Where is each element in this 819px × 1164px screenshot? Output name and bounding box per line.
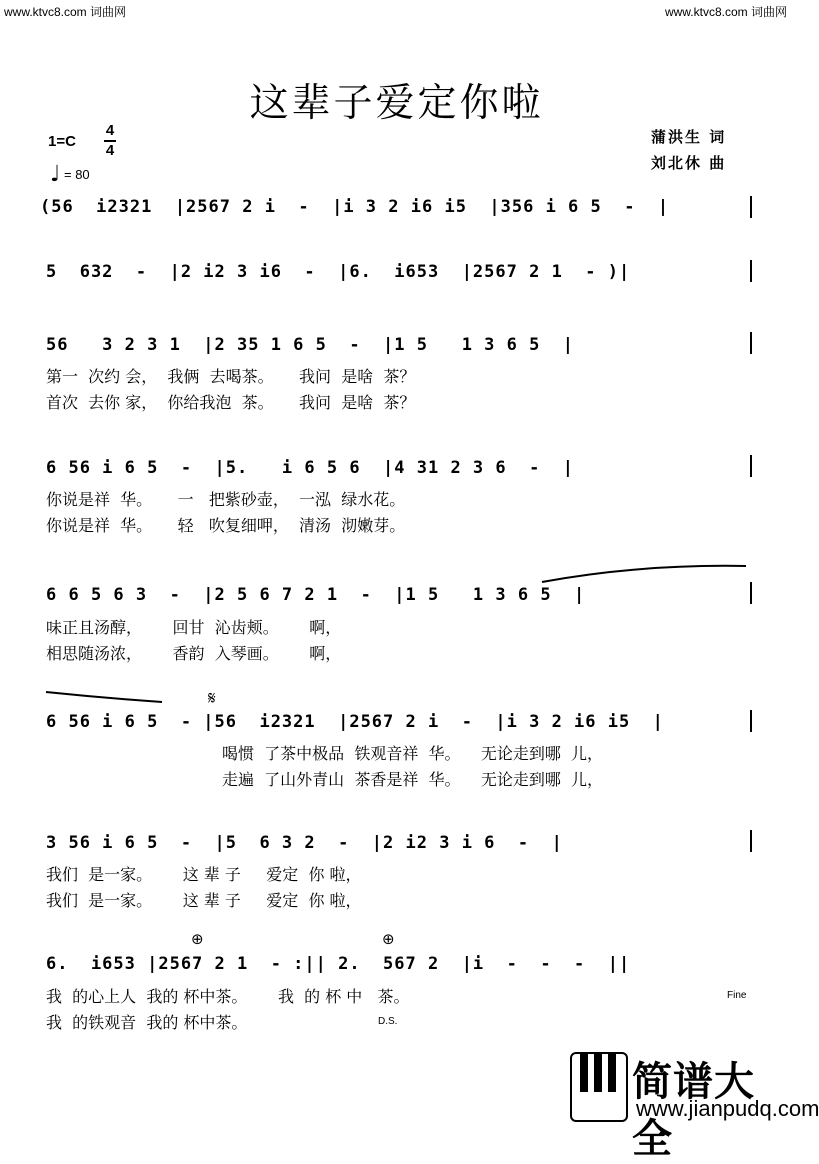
header-left[interactable]: www.ktvc8.com 词曲网 — [4, 5, 127, 19]
notation-row-1: (56 i2321 |2567 2 i - |i 3 2 i6 i5 |356 i 6 5 - | — [40, 197, 670, 217]
score-title: 这辈子爱定你啦 — [249, 81, 544, 126]
time-denominator: 4 — [105, 142, 115, 159]
notation-row-8: 6. i653 |2567 2 1 - :|| 2. 567 2 |i - - - || — [46, 954, 631, 974]
lyric-row-5-verse-2: 相思随汤浓， 香韵 入琴画。 啊， — [46, 644, 342, 663]
brand-name: 简谱大全 — [632, 1059, 755, 1162]
key-signature: 1=C — [48, 133, 76, 150]
notation-row-7: 3 56 i 6 5 - |5 6 3 2 - |2 i2 3 i 6 - | — [46, 833, 563, 853]
time-numerator: 4 — [105, 122, 115, 139]
phrase-slur — [44, 688, 164, 704]
lyric-row-4-verse-2: 你说是祥 华。 轻 吹复细呷， 清汤 沏嫩芽。 — [46, 516, 406, 535]
composer-credit: 刘北休 曲 — [651, 154, 727, 172]
barline — [750, 196, 752, 218]
lyricist-credit: 蒲洪生 词 — [651, 128, 727, 146]
brand-url[interactable]: www.jianpudq.com — [636, 1096, 819, 1121]
tempo-marking: = 80 — [64, 167, 90, 182]
notation-row-6: 6 56 i 6 5 - |56 i2321 |2567 2 i - |i 3 2 i6 i5 | — [46, 712, 664, 732]
notation-row-4: 6 56 i 6 5 - |5. i 6 5 6 |4 31 2 3 6 - | — [46, 458, 575, 478]
lyric-row-6-verse-1: 喝惯 了茶中极品 铁观音祥 华。 无论走到哪 儿， — [222, 744, 604, 763]
lyric-row-5-verse-1: 味正且汤醇， 回甘 沁齿颊。 啊， — [46, 618, 342, 637]
coda-icon: ⊕ — [382, 930, 395, 948]
header-right[interactable]: www.ktvc8.com 词曲网 — [664, 5, 787, 19]
lyric-row-4-verse-1: 你说是祥 华。 一 把紫砂壶， 一泓 绿水花。 — [46, 490, 406, 509]
coda-icon: ⊕ — [191, 930, 204, 948]
notation-row-2: 5 632 - |2 i2 3 i6 - |6. i653 |2567 2 1 - )| — [46, 262, 631, 282]
barline — [750, 455, 752, 477]
notation-row-5: 6 6 5 6 3 - |2 5 6 7 2 1 - |1 5 1 3 6 5 | — [46, 585, 586, 605]
quarter-note-icon: ♩ — [50, 162, 61, 187]
lyric-row-7-verse-1: 我们 是一家。 这 辈 子 爱定 你 啦， — [46, 865, 362, 884]
lyric-row-7-verse-2: 我们 是一家。 这 辈 子 爱定 你 啦， — [46, 891, 362, 910]
piano-keys-icon — [570, 1052, 628, 1122]
barline — [750, 710, 752, 732]
barline — [750, 582, 752, 604]
lyric-row-8-verse-2: 我 的铁观音 我的 杯中茶。 — [46, 1013, 248, 1032]
phrase-slur — [540, 562, 750, 584]
barline — [750, 260, 752, 282]
ds-marking: D.S. — [378, 1016, 398, 1027]
brand-logo[interactable] — [570, 1050, 819, 1162]
barline — [750, 830, 752, 852]
lyric-row-6-verse-2: 走遍 了山外青山 茶香是祥 华。 无论走到哪 儿， — [222, 770, 604, 789]
time-signature — [104, 122, 116, 159]
lyric-row-3-verse-2: 首次 去你 家， 你给我泡 茶。 我问 是啥 茶？ — [46, 393, 416, 412]
lyric-row-3-verse-1: 第一 次约 会， 我俩 去喝茶。 我问 是啥 茶？ — [46, 367, 416, 386]
barline — [750, 332, 752, 354]
segno-icon: 𝄋 — [208, 688, 216, 709]
lyric-row-8-verse-1: 我 的心上人 我的 杯中茶。 我 的 杯 中 茶。 — [46, 987, 410, 1006]
notation-row-3: 56 3 2 3 1 |2 35 1 6 5 - |1 5 1 3 6 5 | — [46, 335, 575, 355]
fine-marking: Fine — [727, 990, 747, 1001]
